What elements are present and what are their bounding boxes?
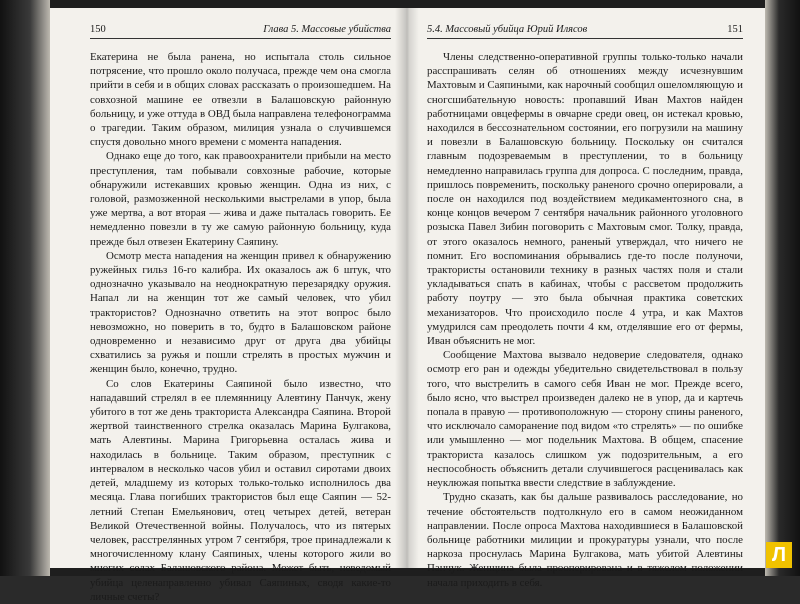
- publisher-logo: Л: [766, 542, 792, 568]
- left-running-title: Глава 5. Массовые убийства: [263, 24, 391, 35]
- right-header-rule: [427, 38, 743, 39]
- left-paragraph: Екатерина не была ранена, но испытала столь сильное потрясение, что прошло около получаса, прежде чем она смогла прийти в себя и в общих словах рассказать о произошедшем. На совхозной машине ее отвезли в Балашовскую районную больницу, и уже оттуда в ОВД была направлена телефонограмма о трагедии. Таким образом, милиция узнала о случившемся спустя довольно много времени с момента нападения.: [90, 51, 391, 149]
- right-paragraph: Трудно сказать, как бы дальше развивалось расследование, но течение обстоятельств подтолкнуло его в самом неожиданном направлении. После опроса Махтова находившиеся в Балашовской больнице работники милиции и прокуратуры узнали, что после наркоза проснулась Марина Булгакова, мать убитой Алевтины Панчук. Женщина была прооперирована и в тяжелом положении начала приходить в себя.: [427, 491, 743, 589]
- left-running-head: [90, 24, 391, 35]
- scan-edge-left: [0, 0, 50, 576]
- left-paragraph: Осмотр места нападения на женщин привел к обнаружению ружейных гильз 16-го калибра. Их оказалось аж 6 штук, что однозначно указывало на неоднократную перезарядку оружия. Напал ли на женщин тот же самый человек, что убил трактористов? Однозначно ответить на этот вопрос было невозможно, но поверить в то, будто в Балашовском районе одновременно и независимо друг от друга два убийцы схватились за ружья и пошли стрелять в простых мужчин и женщин было, конечно, трудно.: [90, 249, 391, 376]
- right-body-text: [427, 50, 743, 590]
- right-page: [405, 8, 765, 589]
- right-paragraph: Члены следственно-оперативной группы только-только начали расспрашивать селян об отношениях между исчезнувшим Махтовым и Саяпиными, как нарочный сообщил ошеломляющую и сногсшибательную новость: пропавший Иван Махтов найден работницами овцефермы в овчарне среди овец, он истекал кровью, находился в бессознательном состоянии, его погрузили на машину и повезли в Балашовскую больницу. Поскольку он считался главным подозреваемым в преступлении, то в больницу немедленно направилась группа для допроса. С последним, правда, пришлось повременить, поскольку раненого срочно оперировали, а после он находился под воздействием медикаментозного сна, в конце концов вечером 7 сентября начальник районного уголовного розыска Павел Зибин поговорить с Махтовым смог. Толку, правда, от этого оказалось немного, раненый утверждал, что ничего не помнит. Его воспоминания обрывались где-то после полуночи, трактористы остановили технику в разных частях поля и стали укладываться спать в кабинах, чтобы с рассветом продолжить работу поутру — это была обычная практика советских механизаторов. Что происходило после 4 утра, и как Махтов умудрился сам преодолеть почти 4 км, отделявшие его от фермы, Иван объяснить не мог.: [427, 51, 743, 348]
- right-running-title: 5.4. Массовый убийца Юрий Илясов: [427, 24, 588, 35]
- left-body-text: [90, 50, 391, 604]
- left-header-rule: [90, 38, 391, 39]
- right-page-number: 151: [727, 24, 743, 35]
- left-page-number: 150: [90, 24, 106, 35]
- right-running-head: [427, 24, 743, 35]
- left-page: [50, 8, 405, 603]
- right-paragraph: Сообщение Махтова вызвало недоверие следователя, однако осмотр его ран и одежды убедительно свидетельствовал в пользу того, что выстрелить в самого себя Иван не мог. Прежде всего, было ясно, что выстрел произведен далеко не в упор, да и картечь попала в правую — противоположную — сторону спины раненого, что исключало саморанение под видом «то стрелять» — по ошибке или умышленно — мог подельник Махтова. В общем, спасение тракториста казалось слишком уж подозрительным, а его неспособность объяснить детали случившегося расценивалась как неуклюжая попытка ввести следствие в заблуждение.: [427, 349, 743, 490]
- left-paragraph: Со слов Екатерины Саяпиной было известно, что нападавший стрелял в ее племянницу Алевтину Панчук, жену убитого в тот же день тракториста Александра Саяпина. Второй жертвой таинственного стрелка оказалась Марина Булгакова, мать Алевтины. Марина Григорьевна осталась жива и находилась в больнице. Таким образом, преступник с интервалом в несколько часов убил и оставил сиротами двоих детей, младшему из которых только-только исполнилось два месяца. Глава погибших трактористов был еще Саяпин — 52-летний Степан Емельянович, отец четырех детей, ветеран Великой Отечественной войны. Получалось, что из пятерых человек, расстрелянных утром 7 сентября, трое принадлежали к многочисленному клану Саяпиных, члены которого жили во многих селах Балашовского района. Может быть, неведомый убийца целенаправленно убивал Саяпиных, сводя какие-то личные счеты?: [90, 377, 391, 603]
- scan-edge-right: [765, 0, 800, 576]
- left-paragraph: Однако еще до того, как правоохранители прибыли на место преступления, там побывали совхозные рабочие, которые обнаружили истекавших кровью женщин. Одна из них, с головой, размозженной несколькими выстрелами в упор, была уже мертва, а вот вторая — жива и даже пыталась говорить. Ее немедленно повезли в ту же самую районную больницу, куда прежде был отвезен Екатерину Саяпину.: [90, 150, 391, 248]
